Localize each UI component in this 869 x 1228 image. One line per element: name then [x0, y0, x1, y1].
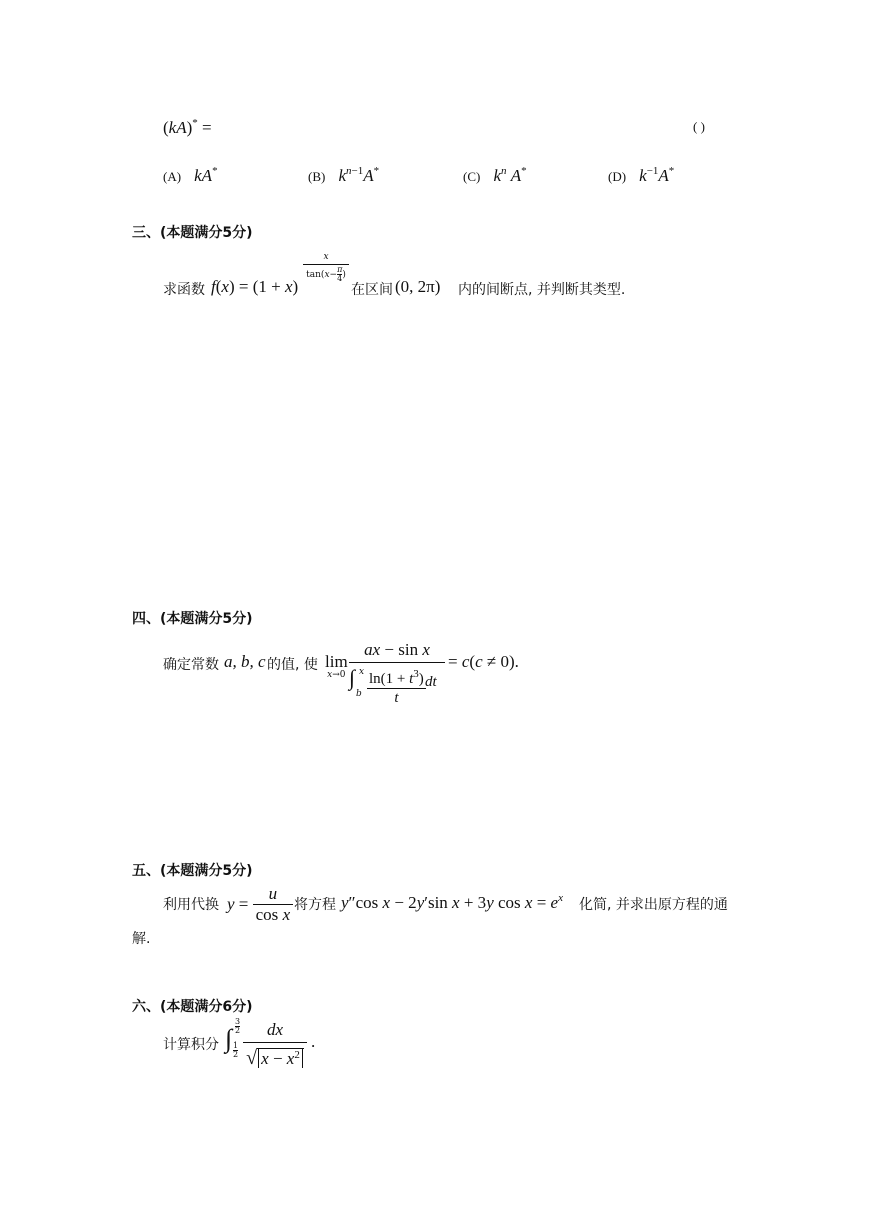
q4-fraction: ax − sin x ∫ x b $\ln(1 + t^3)$ t dt	[349, 640, 445, 707]
q6-body	[163, 1018, 343, 1078]
q5-text-before: 利用代换	[163, 897, 219, 913]
q3-interval: (0, 2π)	[395, 277, 441, 296]
option-b-label: (B)	[308, 169, 326, 184]
option-d: (D) $k^{-1}A^*$	[608, 165, 675, 185]
answer-paren: ( )	[693, 119, 705, 134]
option-c-label: (C)	[463, 169, 481, 184]
q4-consts: a, b, c	[224, 652, 266, 671]
q5-equation: y″cos x − 2y′sin x + 3y $\cos x = e^x$	[341, 892, 563, 912]
q5-substitution: y = $\frac{u}{\text{cos x}}$	[227, 884, 293, 925]
q4-text-middle: 的值, 使	[267, 657, 318, 673]
option-b: (B) $k^{n-1}A^*$	[308, 165, 380, 185]
q6-text-before: 计算积分	[163, 1037, 219, 1053]
q5-body	[163, 882, 743, 926]
option-a-label: (A)	[163, 169, 182, 184]
q3-text-middle: 在区间	[351, 282, 393, 298]
option-d-label: (D)	[608, 169, 627, 184]
q2-stem: (kA)* =	[163, 117, 212, 137]
q6-fraction: dx √ $x - x^2$	[243, 1020, 307, 1071]
q3-function: f(x) = (1 + x)	[211, 277, 299, 296]
q6-period: .	[311, 1032, 316, 1051]
q3-heading: 三、(本题满分5分)	[132, 225, 253, 241]
q5-text-line2: 解.	[132, 931, 151, 947]
q4-text-before: 确定常数	[163, 657, 219, 673]
q6-heading: 六、(本题满分6分)	[132, 999, 253, 1015]
q4-result: = c(c ≠ 0).	[448, 652, 519, 671]
q3-text-after: 内的间断点, 并判断其类型.	[458, 282, 626, 298]
q5-text-middle: 将方程	[294, 897, 336, 913]
q4-heading: 四、(本题满分5分)	[132, 611, 253, 627]
q6-integral-sign: ∫	[225, 1024, 233, 1053]
q6-lower-limit: 1 2	[233, 1041, 239, 1059]
q6-upper-limit: 3 2	[235, 1017, 241, 1035]
option-a: (A) kA*	[163, 165, 218, 185]
q5-heading: 五、(本题满分5分)	[132, 863, 253, 879]
q3-exponent: x tan(x− $\frac{\pi}{4}$ )	[303, 252, 349, 283]
q4-limit: lim x→0	[325, 652, 348, 680]
option-c: (C) $k^n$ A*	[463, 165, 527, 185]
q5-text-after: 化简, 并求出原方程的通	[579, 897, 728, 913]
q4-body	[163, 640, 583, 710]
q3-text-before: 求函数	[163, 282, 205, 298]
